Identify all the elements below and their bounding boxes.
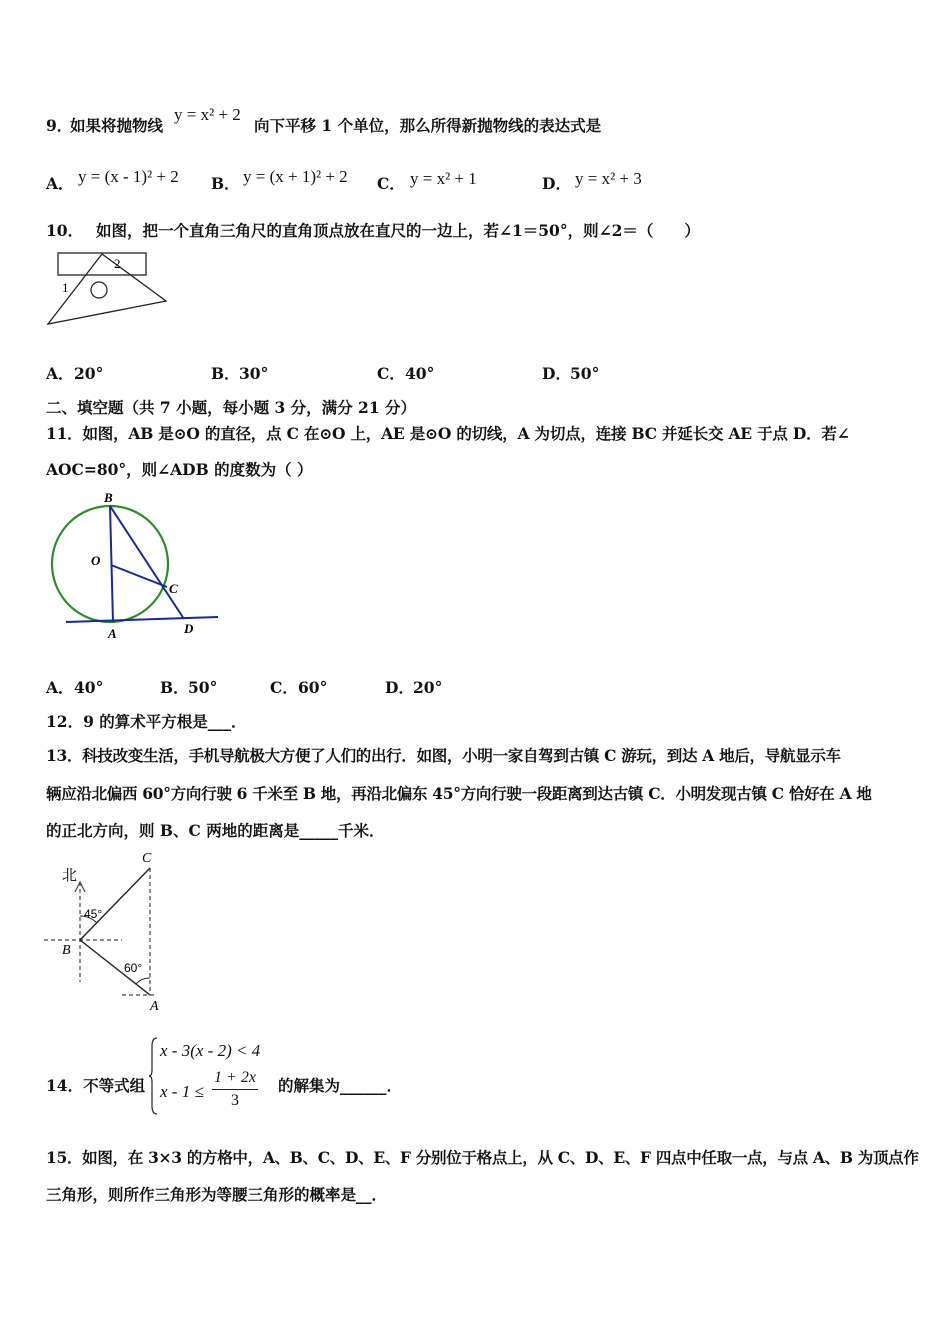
label-d: D [184,621,194,636]
q10-option-a-label: A． [46,364,74,383]
q11-option-a-label: A． [46,678,74,697]
q9-option-a-formula: y = (x - 1)² + 2 [78,167,179,186]
diameter-ab [110,506,113,622]
q10-option-c-label: C． [377,364,405,383]
q10-option-a-value: 20° [74,364,104,383]
segment-bd [110,506,184,619]
q9-number: 9． [46,116,73,135]
label-b: B [104,490,113,505]
q12-text: 12．9 的算术平方根是___． [46,712,247,731]
q10-number: 10． [46,221,84,240]
section-heading: 二、填空题（共 7 小题，每小题 3 分，满分 21 分） [46,398,417,417]
q11-option-c-label: C． [270,678,298,697]
q14-inequality-2-left: x - 1 ≤ [160,1082,204,1101]
q13-line-2: 辆应沿北偏西 60°方向行驶 6 千米至 B 地，再沿北偏东 45°方向行驶一段距离到达古镇 C．小明发现古镇 C 恰好在 A 地 [46,784,872,803]
q9-option-d-formula: y = x² + 3 [575,169,642,188]
ruler [58,253,146,275]
q9-formula: y = x² + 2 [174,105,241,124]
label-a: A [108,626,117,641]
q10-option-d-value: 50° [570,364,600,383]
angle-2-label: 2 [114,256,121,271]
q9-option-c-formula: y = x² + 1 [410,169,477,188]
label-b: B [62,943,71,958]
q9-option-b-formula: y = (x + 1)² + 2 [243,167,348,186]
q9-option-a-label: A． [46,174,74,193]
label-o: O [91,553,101,568]
q11-option-d-label: D． [385,678,414,697]
q14-brace [148,1036,158,1116]
q11-option-c-value: 60° [298,678,328,697]
q15-line-1: 15．如图，在 3×3 的方格中，A、B、C、D、E、F 分别位于格点上，从 C、D、E、F 四点中任取一点，与点 A、B 为顶点作 [46,1148,919,1167]
q15-line-2: 三角形，则所作三角形为等腰三角形的概率是__． [46,1185,388,1204]
q13-line-1: 13．科技改变生活，手机导航极大方便了人们的出行．如图，小明一家自驾到古镇 C 游玩，到达 A 地后，导航显示车 [46,746,841,765]
q14-fraction-numerator: 1 + 2x [214,1069,256,1086]
angle-1-label: 1 [62,280,69,295]
q10-text: 如图，把一个直角三角尺的直角顶点放在直尺的一边上，若∠1＝50°，则∠2＝（ ） [96,221,700,240]
q14-fraction [210,1070,260,1109]
q11-option-d-value: 20° [413,678,443,697]
q10-option-b-value: 30° [239,364,269,383]
angle-60-arc [136,978,150,984]
q11-line-1: 11．如图，AB 是⊙O 的直径，点 C 在⊙O 上，AE 是⊙O 的切线，A 为切点，连接 BC 并延长交 AE 于点 D．若∠ [46,424,850,443]
label-north: 北 [62,866,78,884]
label-45: 45° [84,907,103,921]
triangle-hole [91,282,107,298]
q9-option-d-label: D． [542,174,571,193]
segment-bc [80,868,150,940]
q13-figure [42,850,172,1012]
q9-option-c-label: C． [377,174,405,193]
q10-option-d-label: D． [542,364,571,383]
q9-text-b: 向下平移 1 个单位，那么所得新抛物线的表达式是 [254,116,602,135]
q11-option-a-value: 40° [74,678,104,697]
segment-oc [111,565,167,587]
q9-text-a: 如果将抛物线 [70,116,164,135]
label-c: C [142,851,152,866]
q11-line-2: AOC=80°，则∠ADB 的度数为（ ） [46,460,313,479]
q10-option-b-label: B． [211,364,240,383]
q11-option-b-value: 50° [188,678,218,697]
q9-option-b-label: B． [211,174,240,193]
q10-option-c-value: 40° [405,364,435,383]
q11-figure [46,490,222,640]
q14-fraction-denominator: 3 [231,1092,239,1109]
q14-inequality-1: x - 3(x - 2) < 4 [160,1041,261,1060]
q14-prefix: 14．不等式组 [46,1076,146,1095]
q13-line-3: 的正北方向，则 B、C 两地的距离是_____千米． [46,821,385,840]
label-a: A [150,999,159,1014]
label-60: 60° [124,961,143,975]
q10-figure [44,248,174,330]
q11-option-b-label: B． [160,678,189,697]
label-c: C [169,581,178,596]
q14-suffix: 的解集为______． [278,1076,403,1095]
